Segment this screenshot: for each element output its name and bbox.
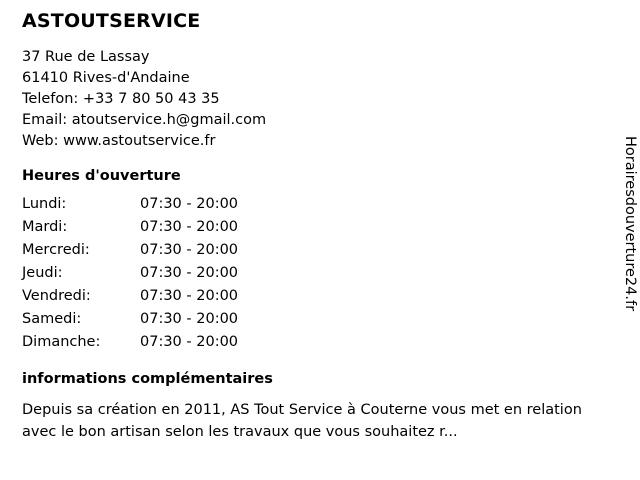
hours-day-label: Samedi:: [22, 310, 82, 327]
hours-time-value: 07:30 - 20:00: [140, 310, 239, 327]
hours-time-value: 07:30 - 20:00: [140, 241, 239, 258]
table-row: [22, 242, 238, 265]
city-address: 61410 Rives-d'Andaine: [22, 69, 190, 86]
hours-day-label: Lundi:: [22, 195, 67, 212]
additional-information-text: Depuis sa création en 2011, AS Tout Service à Couterne vous met en relation avec le bon artisan selon les travaux que vous souhaitez r...: [22, 401, 582, 440]
street-address: 37 Rue de Lassay: [22, 48, 150, 65]
listing-content: [22, 10, 582, 443]
email-address: Email: atoutservice.h@gmail.com: [22, 111, 267, 128]
website-url: Web: www.astoutservice.fr: [22, 132, 216, 149]
hours-day-label: Vendredi:: [22, 287, 91, 304]
opening-hours-title: Heures d'ouverture: [22, 167, 181, 184]
table-row: [22, 288, 238, 311]
hours-day-label: Mardi:: [22, 218, 68, 235]
table-row: [22, 334, 238, 357]
hours-time-value: 07:30 - 20:00: [140, 195, 239, 212]
contact-block: [22, 47, 582, 152]
table-row: [22, 311, 238, 334]
opening-hours-table: [22, 196, 238, 357]
hours-day-label: Jeudi:: [22, 264, 63, 281]
hours-time-value: 07:30 - 20:00: [140, 287, 239, 304]
hours-day-label: Mercredi:: [22, 241, 90, 258]
page-title: ASTOUTSERVICE: [22, 10, 201, 32]
hours-time-value: 07:30 - 20:00: [140, 333, 239, 350]
phone-number: Telefon: +33 7 80 50 43 35: [22, 90, 220, 107]
hours-day-label: Dimanche:: [22, 333, 101, 350]
table-row: [22, 219, 238, 242]
hours-time-value: 07:30 - 20:00: [140, 264, 239, 281]
table-row: [22, 196, 238, 219]
table-row: [22, 265, 238, 288]
hours-time-value: 07:30 - 20:00: [140, 218, 239, 235]
watermark-label: Horairesdouverture24.fr: [622, 136, 638, 312]
additional-information-title: informations complémentaires: [22, 370, 273, 387]
